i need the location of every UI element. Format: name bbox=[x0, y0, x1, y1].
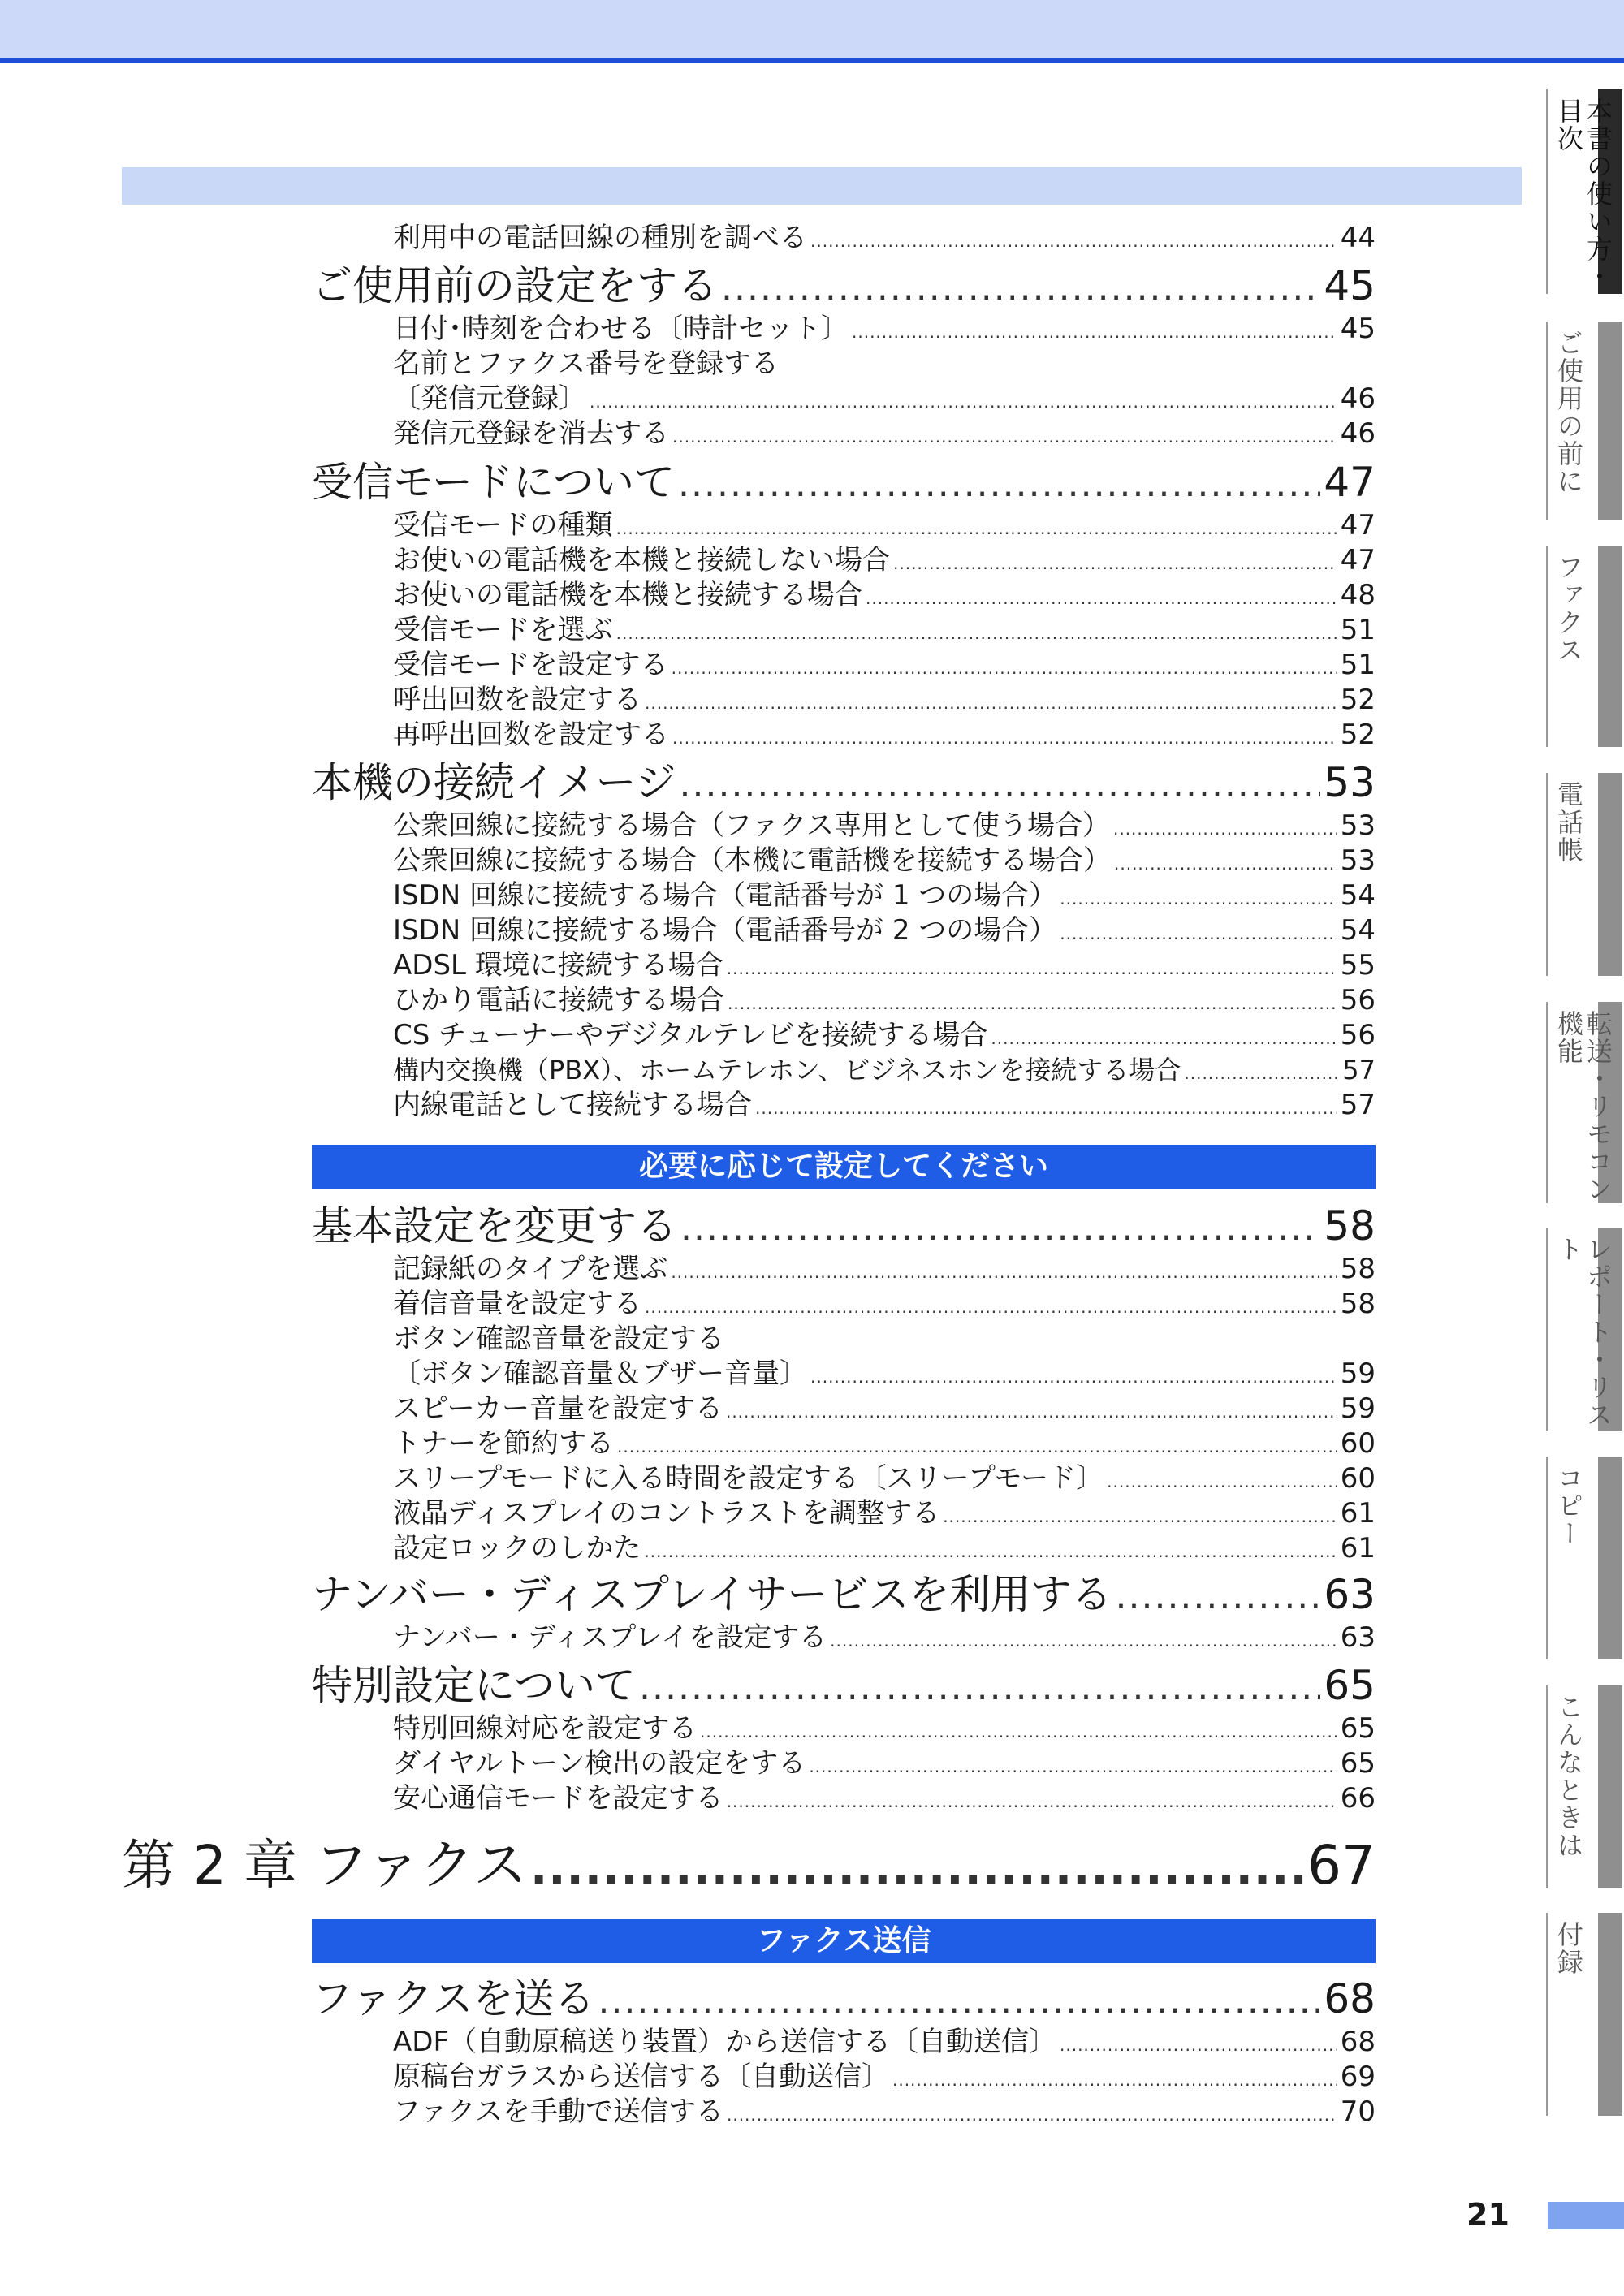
toc-chapter-page: 67 bbox=[1307, 1834, 1376, 1897]
toc-section-title: ナンバー・ディスプレイサービスを利用する bbox=[312, 1571, 1112, 1618]
dot-leader bbox=[672, 416, 1337, 454]
toc-entry-title: 発信元登録を消去する bbox=[393, 417, 669, 450]
toc-entry-page: 53 bbox=[1340, 844, 1376, 877]
dot-leader bbox=[700, 1711, 1337, 1749]
toc-section-page: 68 bbox=[1324, 1975, 1376, 2022]
dot-leader bbox=[943, 1496, 1337, 1534]
toc-entry-page: 61 bbox=[1340, 1532, 1376, 1564]
dot-leader bbox=[1107, 1461, 1337, 1499]
tab-stripe bbox=[1598, 546, 1622, 747]
toc-entry-page: 58 bbox=[1340, 1288, 1376, 1320]
toc-entry-page: 56 bbox=[1340, 984, 1376, 1016]
dot-leader bbox=[728, 983, 1337, 1021]
dot-leader bbox=[892, 2060, 1337, 2097]
toc-entry-title: お使いの電話機を本機と接続する場合 bbox=[393, 579, 862, 611]
tab-stripe bbox=[1598, 1685, 1622, 1888]
toc-entry-page: 60 bbox=[1340, 1462, 1376, 1495]
toc-entry[interactable] bbox=[393, 1711, 1376, 1746]
dot-leader bbox=[639, 1659, 1320, 1714]
toc-entry-page: 56 bbox=[1340, 1019, 1376, 1051]
toc-entry[interactable] bbox=[393, 1496, 1376, 1530]
toc-entry-title: 名前とファクス番号を登録する bbox=[393, 347, 779, 380]
toc-entry-title: ファクスを手動で送信する bbox=[393, 2095, 723, 2128]
dot-leader bbox=[1060, 2025, 1337, 2062]
tab-label: ご使用の前に bbox=[1553, 330, 1584, 495]
toc-entry-title: 特別回線対応を設定する bbox=[393, 1712, 697, 1745]
tab-forward-remote[interactable] bbox=[1546, 1002, 1622, 1203]
dot-leader bbox=[678, 456, 1320, 511]
toc-entry-page: 69 bbox=[1340, 2061, 1376, 2093]
toc-entry[interactable] bbox=[393, 578, 1376, 612]
toc-entry[interactable] bbox=[393, 1621, 1376, 1655]
toc-entry[interactable] bbox=[393, 809, 1376, 843]
toc-entry[interactable] bbox=[393, 508, 1376, 542]
toc-section-title: 受信モードについて bbox=[312, 459, 675, 506]
dot-leader bbox=[645, 683, 1337, 720]
toc-section-page: 58 bbox=[1324, 1202, 1376, 1249]
header-rule bbox=[0, 58, 1624, 63]
toc-entry-title: 液晶ディスプレイのコントラストを調整する bbox=[393, 1497, 940, 1530]
header-band bbox=[0, 0, 1624, 58]
toc-entry-page: 48 bbox=[1340, 579, 1376, 611]
tab-before-use[interactable] bbox=[1546, 322, 1622, 520]
dot-leader bbox=[617, 1426, 1337, 1464]
toc-entry[interactable] bbox=[393, 983, 1376, 1017]
toc-entry-title: 受信モードを選ぶ bbox=[393, 614, 613, 646]
toc-entry[interactable] bbox=[393, 2060, 1376, 2094]
toc-entry-page: 54 bbox=[1340, 879, 1376, 912]
toc-section-title: 基本設定を変更する bbox=[312, 1202, 677, 1249]
dot-leader bbox=[616, 508, 1337, 546]
toc-entry[interactable] bbox=[393, 878, 1376, 913]
toc-entry-page: 59 bbox=[1340, 1392, 1376, 1425]
toc-entry[interactable] bbox=[393, 1531, 1376, 1565]
toc-entry-page: 51 bbox=[1340, 649, 1376, 681]
toc-entry-title: 原稿台ガラスから送信する〔自動送信〕 bbox=[393, 2061, 889, 2093]
dot-leader bbox=[721, 260, 1320, 314]
tab-label: こんなときは bbox=[1553, 1694, 1584, 1859]
dot-leader bbox=[1060, 878, 1337, 916]
toc-entry-title: ボタン確認音量を設定する bbox=[393, 1323, 724, 1355]
toc-section-page: 45 bbox=[1324, 262, 1376, 309]
toc-entry-title: 公衆回線に接続する場合（本機に電話機を接続する場合） bbox=[393, 844, 1111, 877]
dot-leader bbox=[616, 613, 1337, 650]
toc-section[interactable] bbox=[312, 1569, 1376, 1621]
toc-entry-page: 57 bbox=[1342, 1055, 1376, 1085]
toc-entry[interactable] bbox=[393, 1392, 1376, 1426]
tab-phonebook[interactable] bbox=[1546, 773, 1622, 976]
tab-fax[interactable] bbox=[1546, 546, 1622, 747]
toc-section-title: 本機の接続イメージ bbox=[312, 759, 676, 806]
dot-leader bbox=[809, 1746, 1337, 1784]
toc-entry-page: 60 bbox=[1340, 1427, 1376, 1460]
toc-entry-title: 〔発信元登録〕 bbox=[393, 382, 586, 415]
toc-entry-title: 受信モードの種類 bbox=[393, 509, 613, 542]
dot-leader bbox=[672, 718, 1337, 755]
toc-section-page: 53 bbox=[1324, 759, 1376, 806]
dot-leader bbox=[1113, 809, 1337, 846]
tab-label: 電話帳 bbox=[1553, 781, 1584, 864]
toc-section[interactable] bbox=[312, 1200, 1376, 1252]
toc-entry-title: ADF（自動原稿送り装置）から送信する〔自動送信〕 bbox=[393, 2026, 1056, 2058]
toc-section[interactable] bbox=[312, 1973, 1376, 2025]
toc-entry-page: 53 bbox=[1340, 809, 1376, 842]
toc-entry-page: 52 bbox=[1340, 719, 1376, 751]
toc-entry-title: 呼出回数を設定する bbox=[393, 684, 641, 716]
toc-entry[interactable] bbox=[393, 221, 1376, 255]
dot-leader bbox=[727, 2095, 1337, 2132]
toc-entry-page: 68 bbox=[1340, 2026, 1376, 2058]
toc-entry-page: 44 bbox=[1340, 222, 1376, 254]
toc-entry-title: 公衆回線に接続する場合（ファクス専用として使う場合） bbox=[393, 809, 1110, 842]
toc-entry[interactable] bbox=[393, 312, 1376, 346]
dot-leader bbox=[1060, 913, 1337, 951]
toc-section-page: 65 bbox=[1324, 1662, 1376, 1709]
category-bar: ファクス送信 bbox=[312, 1919, 1376, 1963]
tab-stripe bbox=[1598, 773, 1622, 976]
tab-reports[interactable] bbox=[1546, 1228, 1622, 1431]
dot-leader bbox=[680, 757, 1321, 811]
toc-entry[interactable] bbox=[393, 613, 1376, 647]
dot-leader bbox=[644, 1531, 1337, 1569]
toc-entry[interactable] bbox=[393, 718, 1376, 752]
dot-leader bbox=[1116, 1569, 1321, 1623]
toc-section-page: 63 bbox=[1324, 1571, 1376, 1618]
toc-entry-title: CS チューナーやデジタルテレビを接続する場合 bbox=[393, 1019, 988, 1051]
toc-entry[interactable] bbox=[393, 683, 1376, 717]
dot-leader bbox=[810, 1357, 1337, 1394]
toc-section[interactable] bbox=[312, 1659, 1376, 1711]
toc-entry[interactable] bbox=[393, 1426, 1376, 1461]
toc-entry-title: スリープモードに入る時間を設定する〔スリープモード〕 bbox=[393, 1462, 1104, 1495]
category-bar: 必要に応じて設定してください bbox=[312, 1145, 1376, 1189]
tab-stripe bbox=[1598, 322, 1622, 520]
dot-leader bbox=[727, 948, 1337, 986]
toc-entry-page: 45 bbox=[1340, 313, 1376, 345]
toc-entry[interactable] bbox=[393, 1053, 1376, 1087]
toc-entry[interactable] bbox=[393, 948, 1376, 982]
tab-label: 本書の使い方・目次 bbox=[1553, 97, 1613, 291]
tab-stripe bbox=[1598, 1457, 1622, 1659]
toc-section-page: 47 bbox=[1324, 459, 1376, 506]
toc-entry-page: 65 bbox=[1340, 1712, 1376, 1745]
toc-entry-page: 46 bbox=[1340, 417, 1376, 450]
dot-leader bbox=[1184, 1053, 1339, 1090]
toc-entry-page: 55 bbox=[1340, 949, 1376, 982]
toc-entry-title: ナンバー・ディスプレイを設定する bbox=[393, 1621, 827, 1654]
toc-section[interactable] bbox=[312, 757, 1376, 809]
toc-entry-title: 〔ボタン確認音量＆ブザー音量〕 bbox=[393, 1357, 807, 1390]
toc-chapter-title: 第 2 章 ファクス bbox=[122, 1834, 527, 1897]
dot-leader bbox=[852, 312, 1337, 349]
toc-entry-title: 安心通信モードを設定する bbox=[393, 1782, 723, 1815]
toc-entry-title: 内線電話として接続する場合 bbox=[393, 1089, 752, 1121]
toc-entry-page: 47 bbox=[1340, 544, 1376, 576]
dot-leader bbox=[830, 1621, 1337, 1658]
toc-entry-page: 63 bbox=[1340, 1621, 1376, 1654]
toc-entry-page: 51 bbox=[1340, 614, 1376, 646]
toc-entry[interactable] bbox=[393, 543, 1376, 577]
toc-entry-page: 54 bbox=[1340, 914, 1376, 947]
toc-entry-page: 46 bbox=[1340, 382, 1376, 415]
tab-label: 付録 bbox=[1553, 1921, 1584, 1976]
dot-leader bbox=[598, 1973, 1321, 2027]
dot-leader bbox=[680, 1200, 1320, 1254]
tab-label: レポート・リスト bbox=[1553, 1236, 1613, 1429]
dot-leader bbox=[671, 1252, 1337, 1289]
toc-section-title: ご使用前の設定をする bbox=[312, 262, 718, 309]
toc-entry-page: 47 bbox=[1340, 509, 1376, 542]
toc-entry-title: ISDN 回線に接続する場合（電話番号が 1 つの場合） bbox=[393, 879, 1057, 912]
toc-section[interactable] bbox=[312, 260, 1376, 312]
tab-stripe bbox=[1598, 1913, 1622, 2116]
toc-entry-page: 58 bbox=[1340, 1253, 1376, 1285]
toc-entry-page: 66 bbox=[1340, 1782, 1376, 1815]
toc-entry[interactable] bbox=[393, 416, 1376, 451]
dot-leader bbox=[893, 543, 1337, 580]
toc-entry[interactable] bbox=[393, 1088, 1376, 1122]
tab-label: 転送・リモコン機能 bbox=[1553, 1010, 1613, 1203]
toc-entry[interactable] bbox=[393, 913, 1376, 947]
toc-entry[interactable] bbox=[393, 1461, 1376, 1495]
toc-entry-title: ISDN 回線に接続する場合（電話番号が 2 つの場合） bbox=[393, 914, 1057, 947]
toc-entry-title: 日付･時刻を合わせる〔時計セット〕 bbox=[393, 313, 849, 345]
toc-section-title: 特別設定について bbox=[312, 1662, 636, 1709]
dot-leader bbox=[672, 648, 1337, 685]
section-band bbox=[122, 167, 1522, 205]
toc-entry[interactable] bbox=[393, 1287, 1376, 1321]
toc-entry-page: 70 bbox=[1340, 2095, 1376, 2128]
toc-entry-title: 再呼出回数を設定する bbox=[393, 719, 669, 751]
dot-leader bbox=[991, 1018, 1337, 1055]
toc-chapter[interactable] bbox=[122, 1832, 1376, 1900]
tab-label: コピー bbox=[1553, 1465, 1584, 1547]
tab-label: ファクス bbox=[1553, 554, 1584, 664]
toc-entry-title: ダイヤルトーン検出の設定をする bbox=[393, 1747, 806, 1780]
page-number: 21 bbox=[1466, 2197, 1510, 2233]
toc-entry-title: 構内交換機（PBX）、ホームテレホン、ビジネスホンを接続する場合 bbox=[393, 1055, 1181, 1085]
page-marker bbox=[1548, 2202, 1624, 2229]
tab-troubleshooting[interactable] bbox=[1546, 1685, 1622, 1888]
toc-entry-title: スピーカー音量を設定する bbox=[393, 1392, 723, 1425]
toc-entry-page: 61 bbox=[1340, 1497, 1376, 1530]
toc-entry-page: 65 bbox=[1340, 1747, 1376, 1780]
toc-entry[interactable] bbox=[393, 2025, 1376, 2059]
toc-entry-title: 設定ロックのしかた bbox=[393, 1532, 641, 1564]
dot-leader bbox=[866, 578, 1337, 615]
toc-entry[interactable] bbox=[393, 1252, 1376, 1286]
toc-entry-title: ひかり電話に接続する場合 bbox=[393, 984, 724, 1016]
dot-leader bbox=[590, 382, 1337, 419]
toc-entry[interactable] bbox=[393, 382, 1376, 416]
toc-entry-title: トナーを節約する bbox=[393, 1427, 614, 1460]
toc-entry[interactable] bbox=[393, 1781, 1376, 1815]
tab-appendix[interactable] bbox=[1546, 1913, 1622, 2116]
toc-entry-title: ADSL 環境に接続する場合 bbox=[393, 949, 723, 982]
toc-entry-title: 利用中の電話回線の種別を調べる bbox=[393, 222, 807, 254]
toc-entry-title: 記録紙のタイプを選ぶ bbox=[393, 1253, 668, 1285]
toc-entry-page: 59 bbox=[1340, 1357, 1376, 1390]
toc-entry[interactable] bbox=[393, 1357, 1376, 1391]
toc-entry[interactable] bbox=[393, 1746, 1376, 1780]
toc-entry[interactable] bbox=[393, 2095, 1376, 2129]
dot-leader bbox=[530, 1832, 1304, 1903]
dot-leader bbox=[755, 1088, 1337, 1125]
tab-toc[interactable] bbox=[1546, 89, 1622, 294]
toc-entry-title: お使いの電話機を本機と接続しない場合 bbox=[393, 544, 890, 576]
toc-entry-page: 57 bbox=[1340, 1089, 1376, 1121]
toc-entry[interactable] bbox=[393, 1018, 1376, 1052]
toc-entry[interactable] bbox=[393, 648, 1376, 682]
dot-leader bbox=[1114, 844, 1337, 881]
toc-entry-page: 52 bbox=[1340, 684, 1376, 716]
toc-section[interactable] bbox=[312, 456, 1376, 508]
dot-leader bbox=[810, 221, 1337, 258]
dot-leader bbox=[726, 1392, 1337, 1429]
toc-entry-title: 着信音量を設定する bbox=[393, 1288, 641, 1320]
dot-leader bbox=[645, 1287, 1337, 1324]
toc-entry[interactable] bbox=[393, 844, 1376, 878]
tab-copy[interactable] bbox=[1546, 1457, 1622, 1659]
toc-entry-title: 受信モードを設定する bbox=[393, 649, 668, 681]
dot-leader bbox=[727, 1781, 1337, 1819]
toc-section-title: ファクスを送る bbox=[312, 1975, 595, 2022]
